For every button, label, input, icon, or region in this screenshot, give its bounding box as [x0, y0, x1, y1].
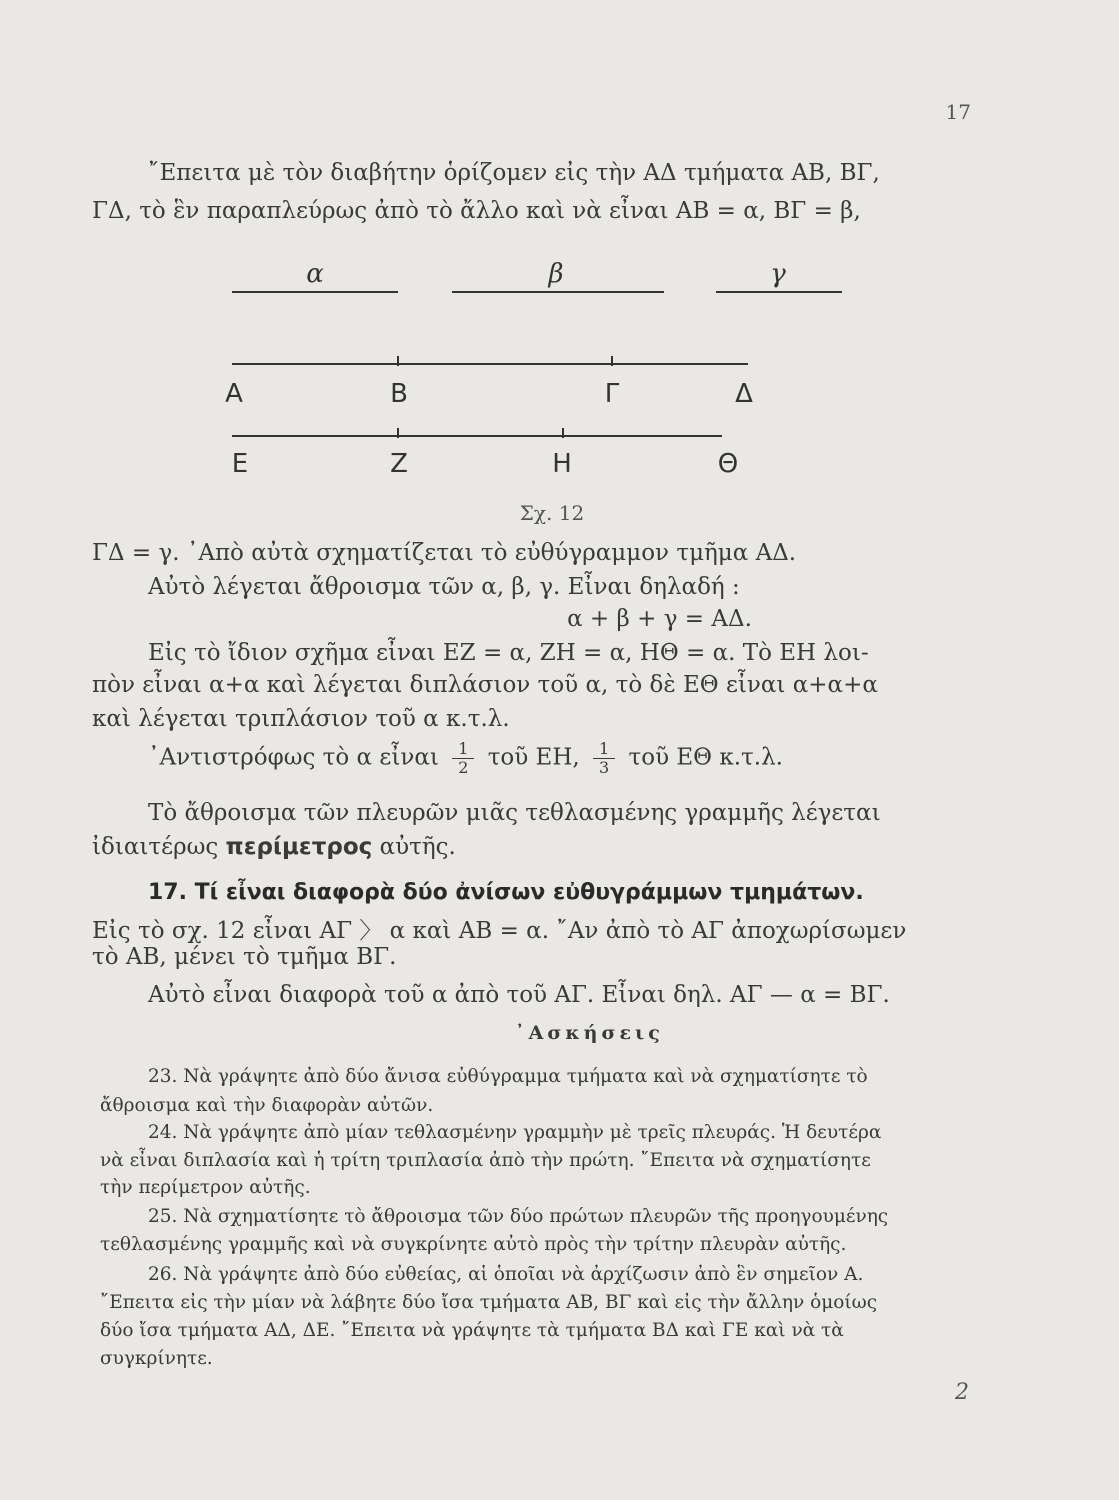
exercise-line: 23. Νὰ γράψητε ἀπὸ δύο ἄνισα εὐθύγραμμα τμήματα καὶ νὰ σχηματίσητε τὸ	[148, 1066, 868, 1087]
text-line: Εἰς τὸ σχ. 12 εἶναι ΑΓ 〉 α καὶ ΑΒ = α. ῎Αν ἀπὸ τὸ ΑΓ ἀποχωρίσωμεν	[92, 918, 907, 944]
perimeter-pre: ἰδιαιτέρως	[92, 834, 219, 860]
text-line: Αὐτὸ εἶναι διαφορὰ τοῦ α ἀπὸ τοῦ ΑΓ. Εἶναι δηλ. ΑΓ — α = ΒΓ.	[148, 982, 890, 1008]
inverse-mid: τοῦ ΕΗ,	[487, 744, 580, 771]
point-label-A: Α	[225, 379, 243, 409]
text-line: Εἰς τὸ ἴδιον σχῆμα εἶναι ΕΖ = α, ΖΗ = α, ΗΘ = α. Τὸ ΕΗ λοι-	[148, 640, 869, 666]
text-line: πὸν εἶναι α+α καὶ λέγεται διπλάσιον τοῦ α, τὸ δὲ ΕΘ εἶναι α+α+α	[92, 672, 878, 698]
page-number: 17	[945, 100, 971, 124]
figure-12	[0, 250, 1119, 530]
point-label-B: Β	[390, 379, 408, 409]
exercise-line: νὰ εἶναι διπλασία καὶ ἡ τρίτη τριπλασία ἀπὸ τὴν πρώτη. ῎Επειτα νὰ σχηματίσητε	[100, 1150, 871, 1171]
inverse-pre: ᾿Αντιστρόφως τὸ α εἶναι	[148, 744, 439, 771]
segment-label-gamma: γ	[770, 259, 786, 289]
exercise-line: 25. Νὰ σχηματίσητε τὸ ἄθροισμα τῶν δύο πρώτων πλευρῶν τῆς προηγουμένης	[148, 1206, 889, 1227]
frac-numerator: 1	[452, 740, 474, 759]
equation: α + β + γ = ΑΔ.	[567, 606, 752, 632]
figure-caption: Σχ. 12	[519, 501, 585, 525]
exercise-line: 26. Νὰ γράψητε ἀπὸ δύο εὐθείας, αἱ ὁποῖαι νὰ ἀρχίζωσιν ἀπὸ ἓν σημεῖον Α.	[148, 1264, 864, 1285]
inverse-post: τοῦ ΕΘ κ.τ.λ.	[628, 744, 783, 771]
point-label-Z: Ζ	[390, 449, 408, 479]
inverse-line	[148, 740, 982, 777]
exercises-title: ᾿Ασκήσεις	[515, 1022, 664, 1044]
perimeter-post: αὐτῆς.	[379, 834, 456, 860]
exercise-line: ῎Επειτα εἰς τὴν μίαν νὰ λάβητε δύο ἴσα τμήματα ΑΒ, ΒΓ καὶ εἰς τὴν ἄλλην ὁμοίως	[100, 1292, 878, 1313]
point-label-G: Γ	[604, 379, 620, 409]
text-line	[92, 834, 982, 860]
exercise-line: τεθλασμένης γραμμῆς καὶ νὰ συγκρίνητε αὐτὸ πρὸς τὴν τρίτην πλευρὰν αὐτῆς.	[100, 1234, 847, 1255]
frac-denominator: 2	[458, 758, 469, 777]
exercise-line: 24. Νὰ γράψητε ἀπὸ μίαν τεθλασμένην γραμμὴν μὲ τρεῖς πλευράς. Ἡ δευτέρα	[148, 1122, 882, 1143]
section-heading: 17. Τί εἶναι διαφορὰ δύο ἀνίσων εὐθυγράμμων τμημάτων.	[148, 880, 864, 905]
text-line: ΓΔ, τὸ ἓν παραπλεύρως ἀπὸ τὸ ἄλλο καὶ νὰ εἶναι ΑΒ = α, ΒΓ = β,	[92, 198, 861, 224]
point-label-E: Ε	[231, 449, 249, 479]
text-line: ΓΔ = γ. ᾿Απὸ αὐτὰ σχηματίζεται τὸ εὐθύγραμμον τμῆμα ΑΔ.	[92, 540, 797, 566]
text-line: τὸ ΑΒ, μένει τὸ τμῆμα ΒΓ.	[92, 944, 397, 970]
exercise-line: ἄθροισμα καὶ τὴν διαφορὰν αὐτῶν.	[100, 1095, 434, 1116]
point-label-Th: Θ	[717, 449, 739, 479]
exercise-line: συγκρίνητε.	[100, 1348, 213, 1369]
frac-numerator: 1	[593, 740, 615, 759]
text-line: Τὸ ἄθροισμα τῶν πλευρῶν μιᾶς τεθλασμένης γραμμῆς λέγεται	[148, 800, 881, 826]
segment-label-alpha: α	[306, 259, 324, 289]
fraction-third	[593, 740, 615, 777]
text-line: Αὐτὸ λέγεται ἄθροισμα τῶν α, β, γ. Εἶναι δηλαδή :	[148, 574, 740, 600]
signature-mark: 2	[955, 1380, 969, 1405]
text-line: ῎Επειτα μὲ τὸν διαβήτην ὁρίζομεν εἰς τὴν ΑΔ τμήματα ΑΒ, ΒΓ,	[148, 160, 880, 186]
segment-label-beta: β	[548, 259, 564, 289]
exercise-line: δύο ἴσα τμήματα ΑΔ, ΔΕ. ῎Επειτα νὰ γράψητε τὰ τμήματα ΒΔ καὶ ΓΕ καὶ νὰ τὰ	[100, 1320, 844, 1341]
frac-denominator: 3	[599, 758, 610, 777]
term-perimeter: περίμετρος	[225, 834, 373, 860]
fraction-half	[452, 740, 474, 777]
point-label-H: Η	[552, 449, 572, 479]
text-line: καὶ λέγεται τριπλάσιον τοῦ α κ.τ.λ.	[92, 706, 510, 732]
exercise-line: τὴν περίμετρον αὐτῆς.	[100, 1177, 311, 1198]
point-label-D: Δ	[735, 379, 753, 409]
